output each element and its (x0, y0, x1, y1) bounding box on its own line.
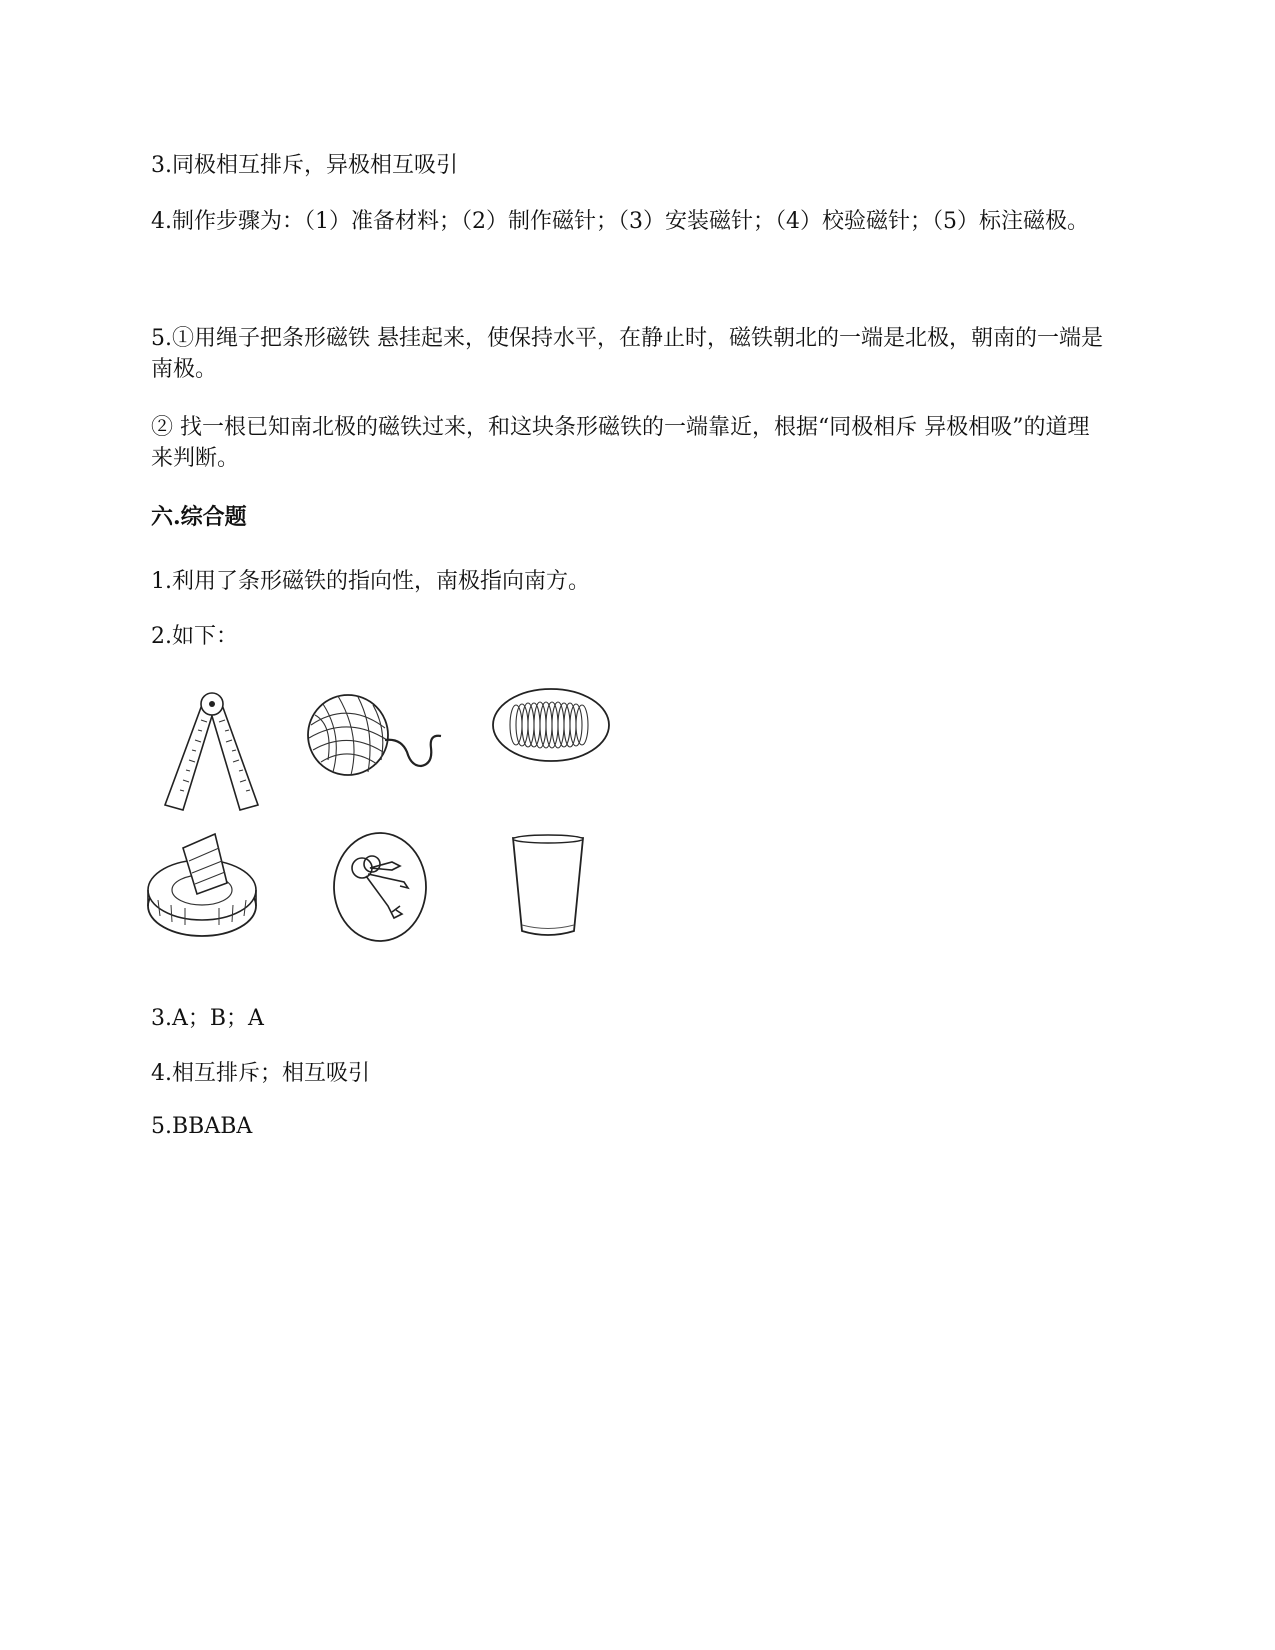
folding-ruler-icon (153, 690, 263, 815)
answer-5-4: 4.制作步骤为：（1）准备材料；（2）制作磁针；（3）安装磁针；（4）校验磁针；（5）标注磁极。 (151, 209, 1089, 234)
answer-6-4: 4.相互排斥；相互吸引 (151, 1061, 370, 1086)
answer-5-5-part2: ② 找一根已知南北极的磁铁过来，和这块条形磁铁的一端靠近，根据“同极相斥 异极相吸”的道理来判断。 (151, 415, 1090, 471)
section-6-heading: 六.综合题 (151, 504, 247, 530)
answer-6-1: 1.利用了条形磁铁的指向性，南极指向南方。 (151, 569, 590, 594)
tape-measure-icon (143, 828, 261, 943)
glass-cup-icon (508, 833, 588, 941)
yarn-ball-icon (303, 690, 453, 785)
answer-5-3: 3.同极相互排斥，异极相互吸引 (151, 153, 458, 178)
answer-6-2: 2.如下： (151, 624, 238, 649)
answer-6-3: 3.A；B；A (151, 1006, 264, 1031)
spring-in-circle-icon (490, 685, 612, 765)
keys-in-circle-icon (330, 830, 430, 945)
answer-5-5-part1: 5.①用绳子把条形磁铁 悬挂起来，使保持水平，在静止时，磁铁朝北的一端是北极，朝南的一端是南极。 (151, 326, 1103, 382)
answer-6-5: 5.BBABA (151, 1114, 253, 1139)
